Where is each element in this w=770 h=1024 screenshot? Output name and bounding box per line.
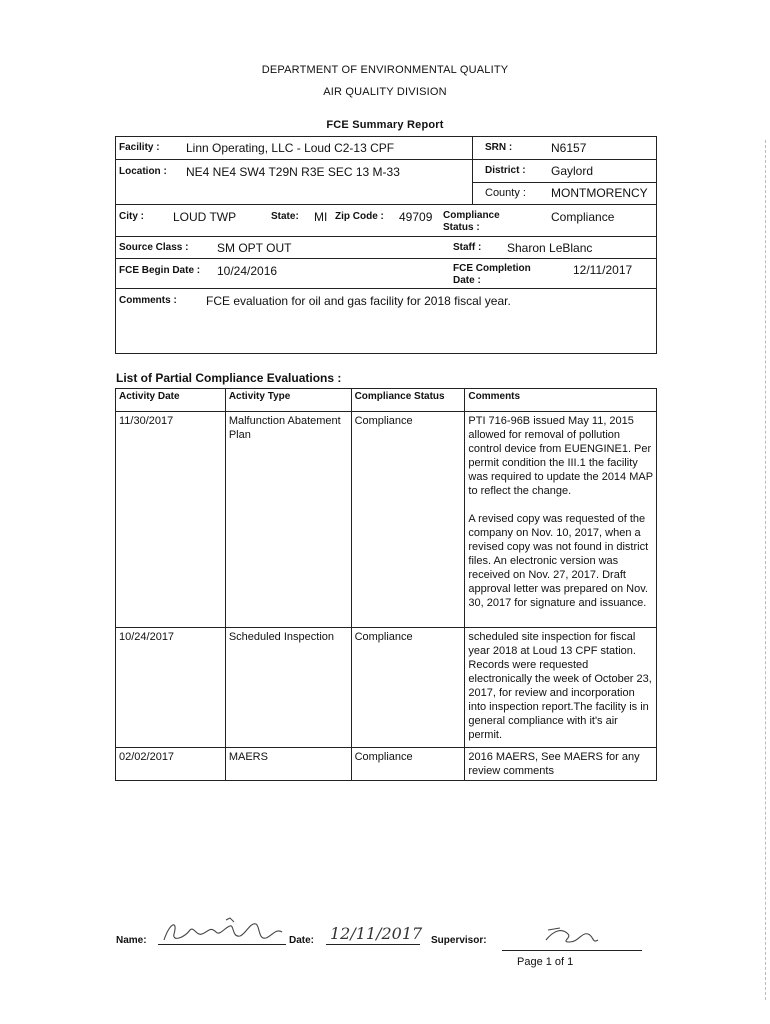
facility-value: Linn Operating, LLC - Loud C2-13 CPF xyxy=(186,141,395,155)
activity-type: Malfunction Abatement Plan xyxy=(225,412,351,628)
pce-header-row xyxy=(116,389,657,412)
header-activity-type: Activity Type xyxy=(225,389,351,412)
division-heading: AIR QUALITY DIVISION xyxy=(323,86,447,98)
staff-label: Staff : xyxy=(453,242,482,253)
supervisor-signature xyxy=(540,922,600,948)
pce-title: List of Partial Compliance Evaluations : xyxy=(116,371,342,385)
city-row xyxy=(115,204,657,237)
location-value: NE4 NE4 SW4 T29N R3E SEC 13 M-33 xyxy=(186,165,400,179)
compliance-status: Compliance xyxy=(351,748,465,781)
date-handwritten: 12/11/2017 xyxy=(330,924,423,943)
source-class-value: SM OPT OUT xyxy=(217,241,292,255)
srn-label: SRN : xyxy=(485,142,513,153)
comment-paragraph: A revised copy was requested of the company on Nov. 10, 2017, when a revised copy was not found in district files. An electronic version was received on Nov. 27, 2017. Draft approval letter was prepared on Nov. 30, 2017 for signature and issuance. xyxy=(468,513,649,609)
comments-cell xyxy=(465,628,657,748)
comment-paragraph: PTI 716-96B issued May 11, 2015 allowed for removal of pollution control device from EUENGINE1. Per permit condition the III.1 the facility was required to update the 2014 MAP to reflect the change. xyxy=(468,415,653,497)
district-value: Gaylord xyxy=(551,164,594,178)
begin-date-label: FCE Begin Date : xyxy=(119,265,201,276)
district-label: District : xyxy=(485,165,526,176)
compliance-status-label: Compliance Status : xyxy=(443,210,500,233)
comment-paragraph: 2016 MAERS, See MAERS for any review comments xyxy=(468,751,640,777)
facility-cell xyxy=(115,136,473,160)
city-value: LOUD TWP xyxy=(173,210,237,224)
location-cell xyxy=(115,159,473,205)
zip-label: Zip Code : xyxy=(335,211,384,222)
table-row xyxy=(116,412,657,628)
completion-date-label: FCE Completion Date : xyxy=(453,263,531,286)
state-label: State: xyxy=(271,211,299,222)
county-value: MONTMORENCY xyxy=(551,186,648,200)
county-cell xyxy=(472,182,657,205)
supervisor-label: Supervisor: xyxy=(431,935,487,946)
activity-date: 11/30/2017 xyxy=(116,412,226,628)
report-title: FCE Summary Report xyxy=(326,119,444,131)
header-compliance-status: Compliance Status xyxy=(351,389,465,412)
compliance-status: Compliance xyxy=(351,628,465,748)
page-number: Page 1 of 1 xyxy=(517,956,574,968)
county-label: County : xyxy=(485,187,526,199)
activity-date: 10/24/2017 xyxy=(116,628,226,748)
facility-label: Facility : xyxy=(119,142,160,153)
comment-paragraph: scheduled site inspection for fiscal year 2018 at Loud 13 CPF station. Records were requested electronically the week of October 23, 2017, for review and incorporation into inspection report.The facility is in general compliance with it's air permit. xyxy=(468,631,652,741)
comments-value: FCE evaluation for oil and gas facility for 2018 fiscal year. xyxy=(206,294,511,308)
source-class-label: Source Class : xyxy=(119,242,189,253)
scan-edge-artifact xyxy=(764,140,766,1000)
city-label: City : xyxy=(119,211,144,222)
zip-value: 49709 xyxy=(399,210,433,224)
header-activity-date: Activity Date xyxy=(116,389,226,412)
srn-value: N6157 xyxy=(551,141,587,155)
name-signature xyxy=(160,914,288,948)
table-row xyxy=(116,628,657,748)
header-comments: Comments xyxy=(465,389,657,412)
activity-type: MAERS xyxy=(225,748,351,781)
state-value: MI xyxy=(314,210,328,224)
table-row xyxy=(116,748,657,781)
srn-cell xyxy=(472,136,657,160)
pce-table xyxy=(115,388,657,781)
compliance-status: Compliance xyxy=(351,412,465,628)
comments-row xyxy=(115,288,657,354)
location-label: Location : xyxy=(119,166,167,177)
date-label: Date: xyxy=(289,935,315,946)
comments-label: Comments : xyxy=(119,295,177,306)
staff-value: Sharon LeBlanc xyxy=(507,241,593,255)
department-heading: DEPARTMENT OF ENVIRONMENTAL QUALITY xyxy=(261,64,509,76)
district-cell xyxy=(472,159,657,183)
activity-date: 02/02/2017 xyxy=(116,748,226,781)
source-class-row xyxy=(115,236,657,259)
comments-cell xyxy=(465,412,657,628)
completion-date-value: 12/11/2017 xyxy=(573,263,633,277)
activity-type: Scheduled Inspection xyxy=(225,628,351,748)
comments-cell xyxy=(465,748,657,781)
compliance-status-value: Compliance xyxy=(551,210,615,224)
name-label: Name: xyxy=(116,935,147,946)
begin-date-value: 10/24/2016 xyxy=(217,264,278,278)
fce-dates-row xyxy=(115,258,657,289)
